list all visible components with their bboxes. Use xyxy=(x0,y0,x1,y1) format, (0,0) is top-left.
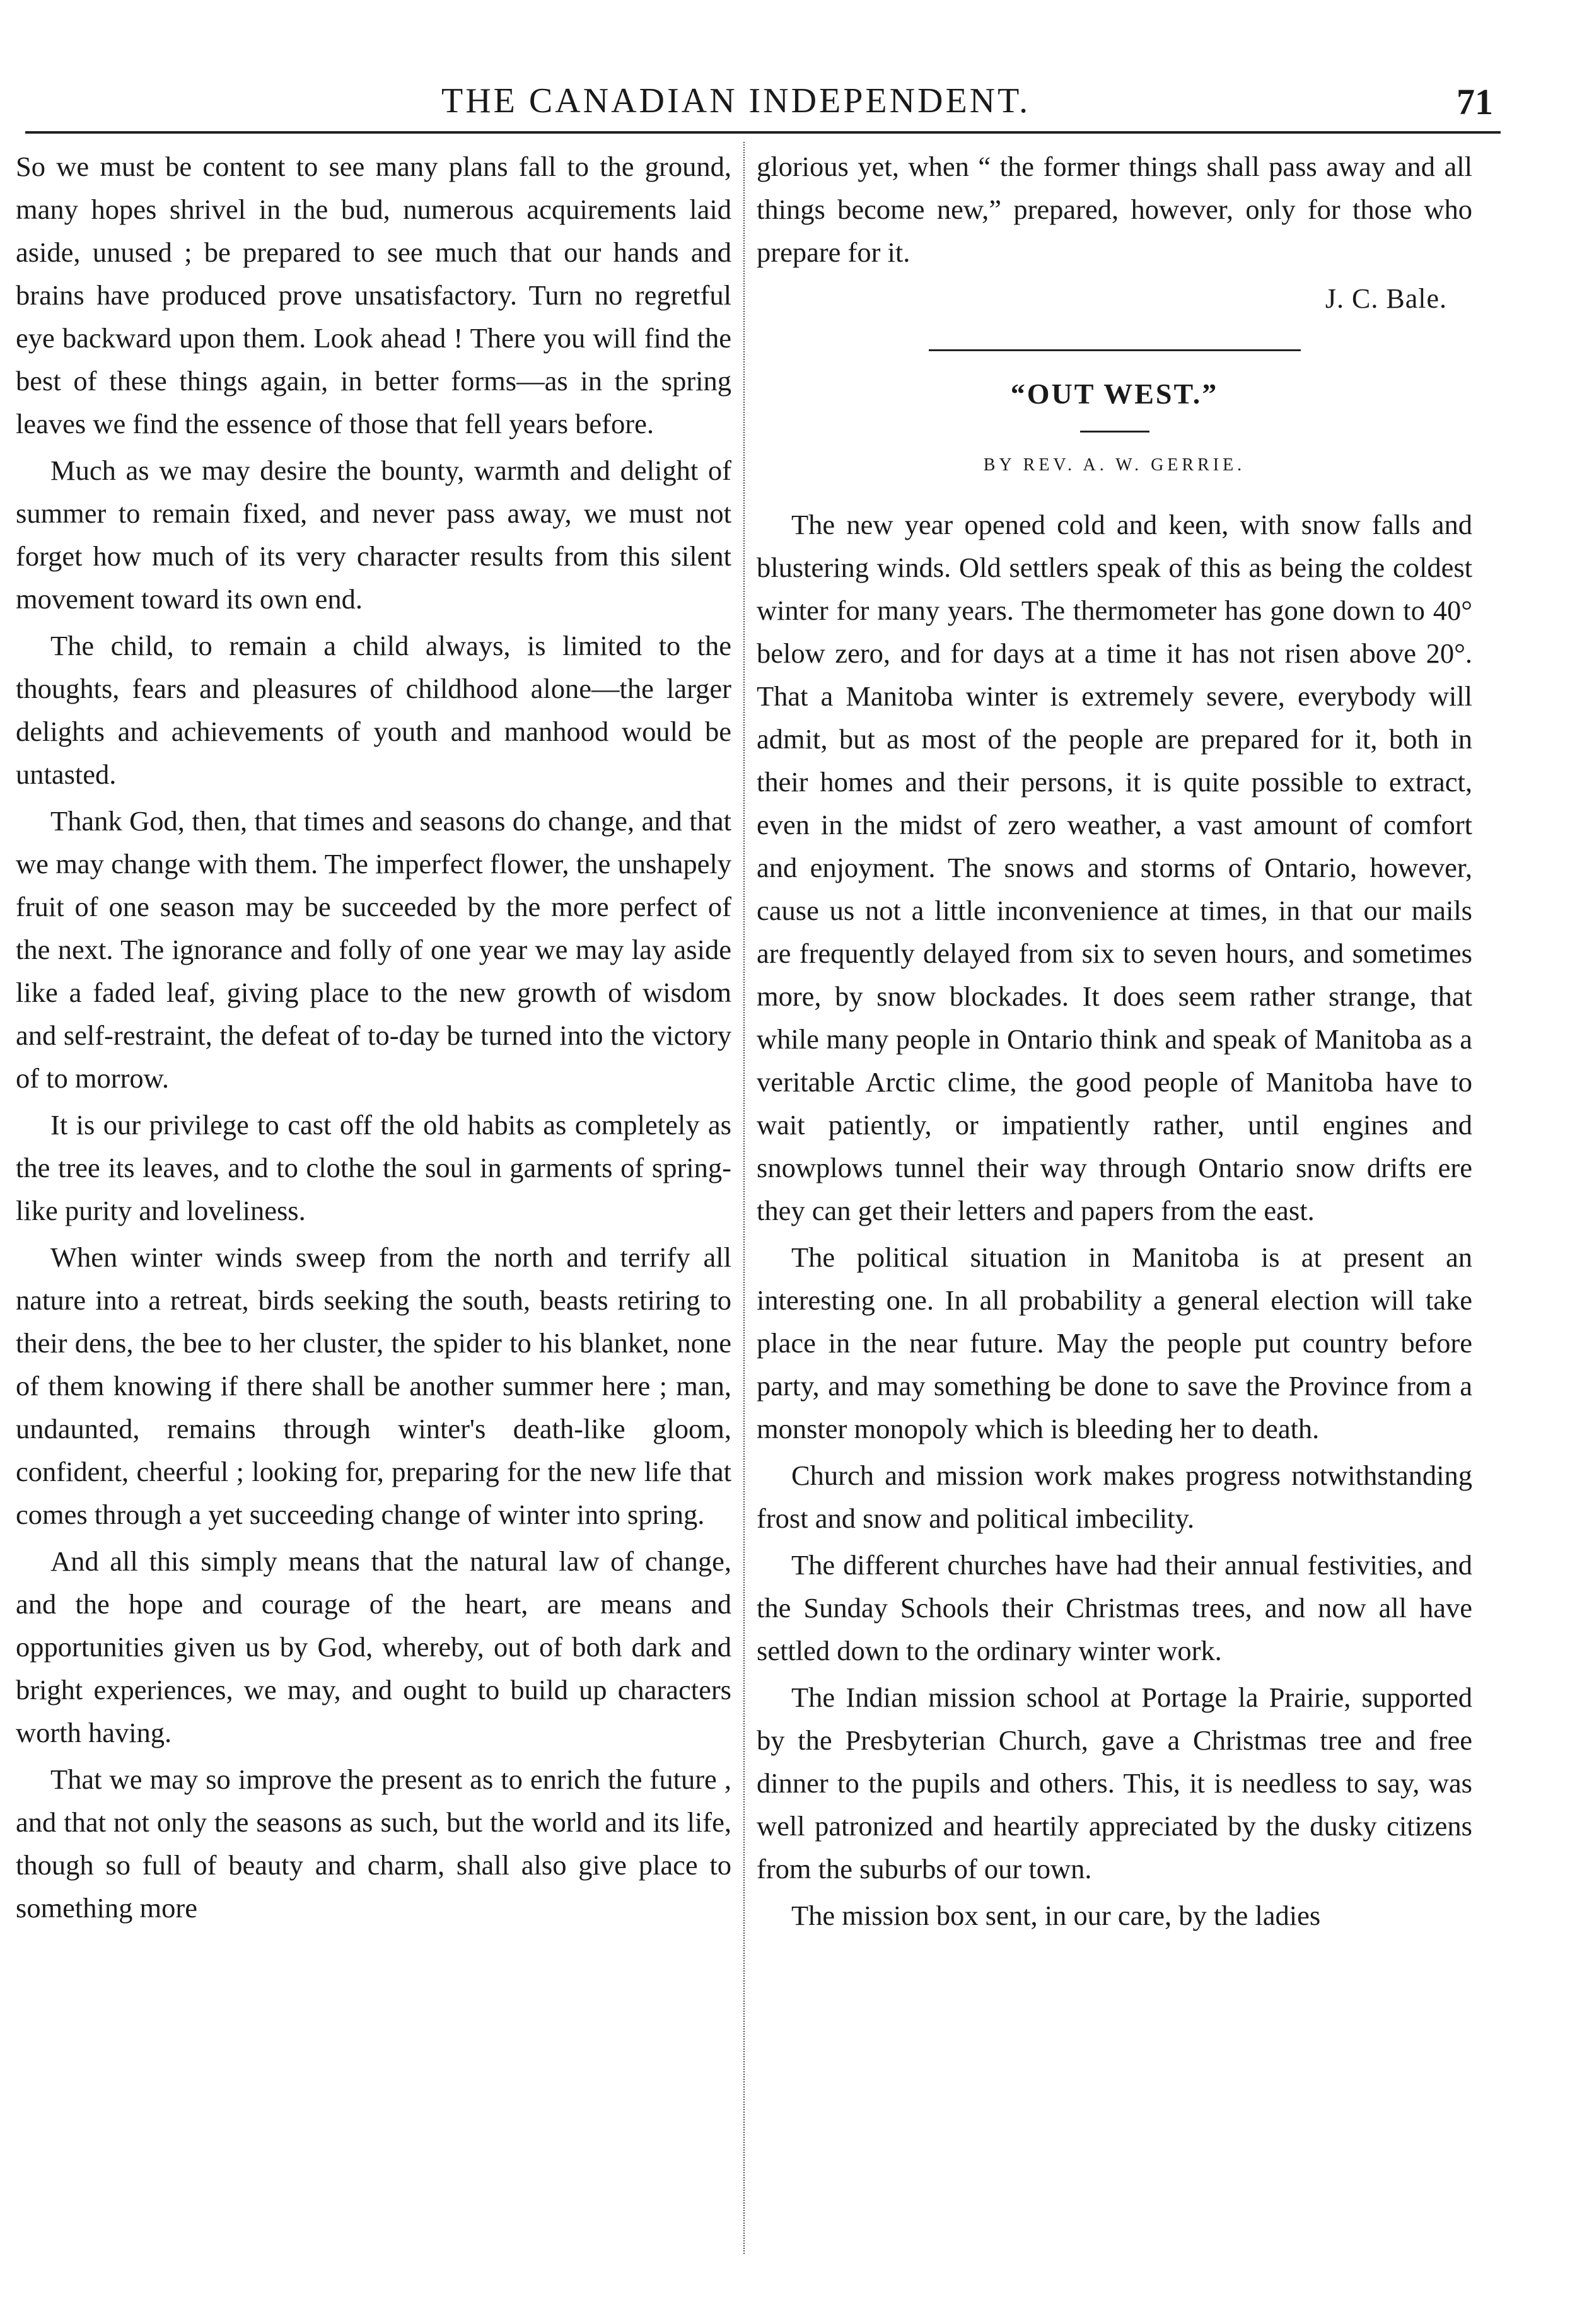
paragraph: The political situation in Manitoba is at present an interesting one. In all probability a general election will take place in the near future. May the people put country before party, and may something be done to save the Province from a monster monopoly which is bleeding her to death. xyxy=(757,1241,1472,1444)
paragraph: The different churches have had their annual festivities, and the Sunday Schools their Christmas trees, and now all have settled down to the ordinary winter work. xyxy=(757,1549,1472,1666)
running-head xyxy=(0,81,1582,125)
paragraph: When winter winds sweep from the north and terrify all nature into a retreat, birds seeking the south, beasts retiring to their dens, the bee to her cluster, the spider to his blanket, none of them knowing if there shall be another summer here ; man, undaunted, remains through winter's death-like gloom, confident, cheerful ; looking for, preparing for the new life that comes through a yet succeeding change of winter into spring. xyxy=(16,1241,731,1530)
title-rule xyxy=(1080,431,1149,433)
right-column xyxy=(757,145,1472,1941)
header-rule xyxy=(25,131,1501,134)
paragraph: The mission box sent, in our care, by the ladies xyxy=(791,1900,1321,1931)
article-title: “OUT WEST.” xyxy=(1010,378,1219,410)
left-column xyxy=(16,145,731,1933)
paragraph: And all this simply means that the natural law of change, and the hope and courage of the heart, are means and opportunities given us by God, whereby, out of both dark and bright experiences, we may, and ought to build up characters worth having. xyxy=(16,1545,731,1748)
paragraph: So we must be content to see many plans fall to the ground, many hopes shrivel in the bud, numerous acquirements laid aside, unused ; be prepared to see much that our hands and brains have produced prove unsatisfactory. Turn no regretful eye backward upon them. Look ahead ! There you will find the best of these things again, in better forms—as in the spring leaves we find the essence of those that fell years before. xyxy=(16,151,731,439)
paragraph: The Indian mission school at Portage la Prairie, supported by the Presbyterian Church, gave a Christmas tree and free dinner to the pupils and others. This, it is needless to say, was well patronized and heartily appreciated by the dusky citizens from the suburbs of our town. xyxy=(757,1682,1472,1885)
page-number: 71 xyxy=(1457,81,1493,122)
paragraph: The new year opened cold and keen, with snow falls and blustering winds. Old settlers speak of this as being the coldest winter for many years. The thermometer has gone down to 40° below zero, and for days at a time it has not risen above 20°. That a Manitoba winter is extremely severe, everybody will admit, but as most of the people are prepared for it, both in their homes and their persons, it is quite possible to extract, even in the midst of zero weather, a vast amount of comfort and enjoyment. The snows and storms of Ontario, however, cause us not a little inconvenience at times, in that our mails are frequently delayed from six to seven hours, and sometimes more, by snow blockades. It does seem rather strange, that while many people in Ontario think and speak of Manitoba as a veritable Arctic clime, the good people of Manitoba have to wait patiently, or impatiently rather, until engines and snowplows tunnel their way through Ontario snow drifts ere they can get their letters and papers from the east. xyxy=(757,509,1472,1226)
article-byline: BY REV. A. W. GERRIE. xyxy=(983,455,1246,475)
author-signature: J. C. Bale. xyxy=(1325,283,1447,314)
paragraph: The child, to remain a child always, is limited to the thoughts, fears and pleasures of childhood alone—the larger delights and achievements of youth and manhood would be untasted. xyxy=(16,630,731,790)
column-divider xyxy=(743,142,745,2254)
continued-paragraph: glorious yet, when “ the former things shall pass away and all things become new,” prepared, however, only for those who prepare for it. xyxy=(757,151,1472,268)
paragraph: That we may so improve the present as to enrich the future , and that not only the seasons as such, but the world and its life, though so full of beauty and charm, shall also give place to something more xyxy=(16,1763,731,1924)
journal-title: THE CANADIAN INDEPENDENT. xyxy=(441,81,1031,120)
paragraph: Church and mission work makes progress notwithstanding frost and snow and political imbecility. xyxy=(757,1460,1472,1534)
paragraph: It is our privilege to cast off the old habits as completely as the tree its leaves, and to clothe the soul in garments of spring-like purity and loveliness. xyxy=(16,1109,731,1226)
paragraph: Much as we may desire the bounty, warmth and delight of summer to remain fixed, and never pass away, we must not forget how much of its very character results from this silent movement toward its own end. xyxy=(16,455,731,615)
paragraph: Thank God, then, that times and seasons do change, and that we may change with them. The imperfect flower, the unshapely fruit of one season may be succeeded by the more perfect of the next. The ignorance and folly of one year we may lay aside like a faded leaf, giving place to the new growth of wisdom and self-restraint, the defeat of to-day be turned into the victory of to morrow. xyxy=(16,805,731,1094)
section-rule xyxy=(929,349,1301,351)
